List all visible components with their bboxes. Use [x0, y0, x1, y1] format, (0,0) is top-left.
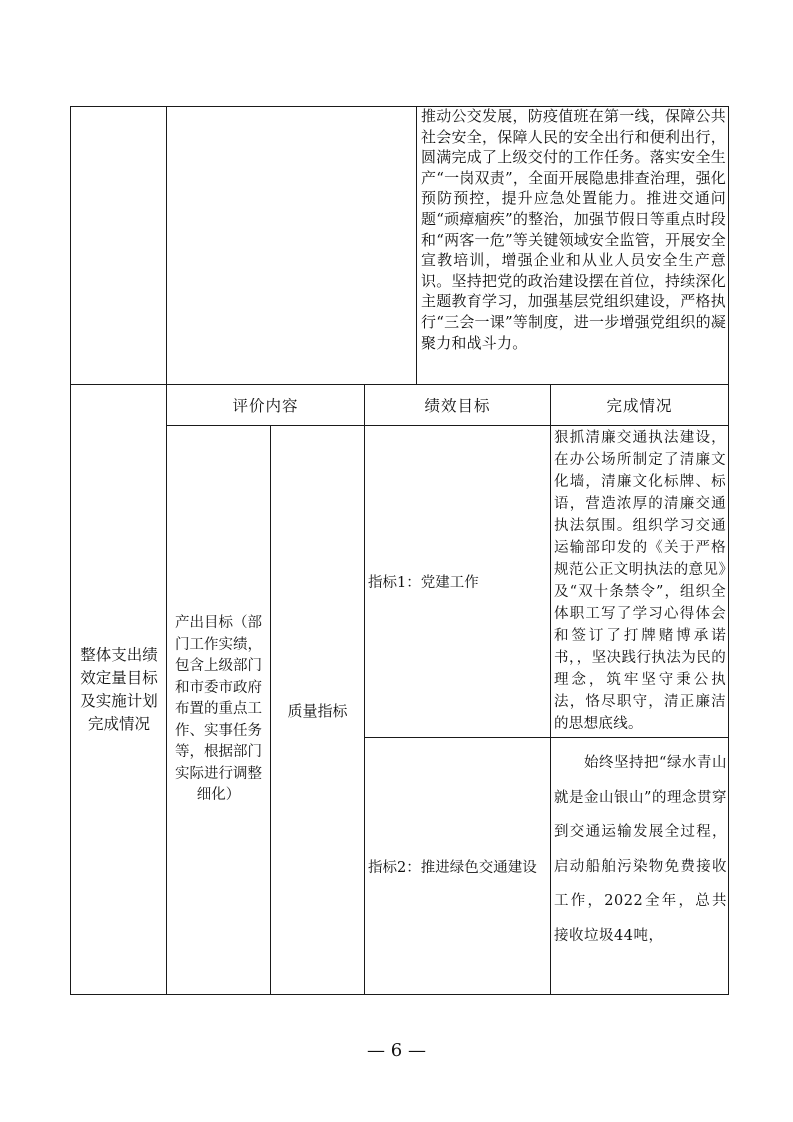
indicator-1-name: 指标1：党建工作 — [368, 575, 479, 591]
page-number: — 6 — — [367, 1040, 426, 1061]
quality-indicator-label: 质量指标 — [287, 701, 348, 720]
top-row-text: 推动公交发展，防疫值班在第一线，保障公共社会安全，保障人民的安全出行和便利出行，圆满完成了上级交付的工作任务。落实安全生产“一岗双责”，全面开展隐患排查治理，强化预防预控，提升应急处置能力。推进交通问题“顽瘴痼疾”的整治，加强节假日等重点时段和“两客一危”等关键领域安全监管，开展安全宣教培训，增强企业和从业人员安全生产意识。坚持把党的政治建设摆在首位，持续深化主题教育学习，加强基层党组织建设，严格执行“三会一课”等制度，进一步增强党组织的凝聚力和战斗力。 — [421, 107, 726, 352]
indent-space — [554, 755, 584, 771]
indicator-2-name: 指标2：推进绿色交通建设 — [368, 859, 537, 876]
indicator-2-completion — [551, 746, 728, 994]
header-content: 评价内容 — [232, 397, 299, 415]
border-right — [728, 106, 729, 995]
indicator-1-completion: 狠抓清廉交通执法建设，在办公场所制定了清廉文化墙，清廉文化标牌、标语，营造浓厚的清廉交通执法氛围。组织学习交通运输部印发的《关于严格规范公正文明执法的意见》及“双十条禁令”，组织全体职工写了学习心得体会和签订了打牌赌博承诺书，，坚决践行执法为民的理念，筑牢坚守秉公执法，恪尽职守，清正廉洁的思想底线。 — [554, 430, 726, 732]
border-left — [70, 106, 71, 995]
border-bottom — [70, 994, 729, 995]
header-target: 绩效目标 — [424, 397, 491, 415]
section-label: 整体支出绩效定量目标及实施计划完成情况 — [80, 646, 158, 733]
output-target-label: 产出目标（部门工作实绩，包含上级部门和市委市政府布置的重点工作、实事任务等，根据部门实际进行调整细化） — [175, 615, 262, 804]
indicator-2-completion-text: 始终坚持把“绿水青山就是金山银山”的理念贯穿到交通运输发展全过程，启动船舶污染物免费接收工作，2022全年，总共接收垃圾44吨， — [554, 755, 727, 944]
header-status: 完成情况 — [606, 397, 673, 415]
